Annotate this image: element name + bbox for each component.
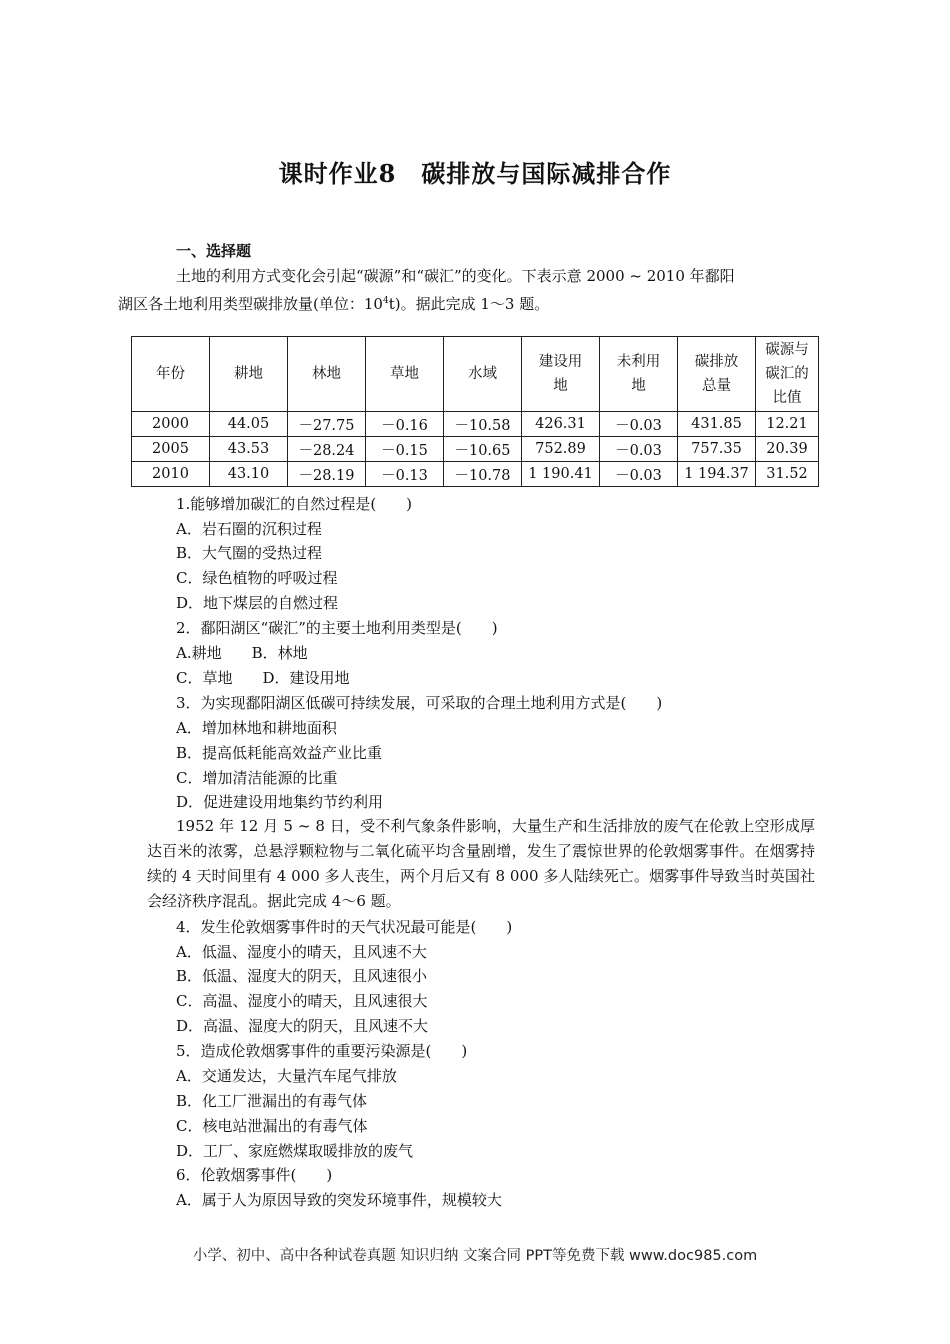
table-cell: 431.85 [678,412,756,437]
passage-1-line-2a: 湖区各土地利用类型碳排放量(单位：10 [118,295,383,313]
table-cell: －10.58 [444,412,522,437]
question-5-option-a: A．交通发达，大量汽车尾气排放 [176,1067,397,1085]
table-cell: 43.53 [210,437,288,462]
table-header-row [132,337,819,412]
table-cell: 20.39 [756,437,819,462]
question-4: 4．发生伦敦烟雾事件时的天气状况最可能是( ) [176,918,513,936]
table-header-cell: 耕地 [210,337,288,412]
question-3-option-a: A．增加林地和耕地面积 [176,719,337,737]
table-cell: －27.75 [288,412,366,437]
table-cell: 2010 [132,462,210,487]
passage-1 [118,264,815,317]
question-4-option-d: D．高温、湿度大的阴天，且风速不大 [176,1017,429,1035]
question-4-option-b: B．低温、湿度大的阴天，且风速很小 [176,967,428,985]
question-5-option-d: D．工厂、家庭燃煤取暖排放的废气 [176,1142,414,1160]
table-cell: 44.05 [210,412,288,437]
table-row [132,412,819,437]
passage-2: 1952 年 12 月 5 ~ 8 日，受不利气象条件影响，大量生产和生活排放的废气在伦敦上空形成厚达百米的浓雾，总悬浮颗粒物与二氧化硫平均含量剧增，发生了震惊世界的伦敦烟雾事件。在烟雾持续的 4 天时间里有 4 000 多人丧生，两个月后又有 8 000 多人陆续死亡。烟雾事件导致当时英国社会经济秩序混乱。据此完成 4～6 题。 [147,817,815,910]
table-cell: 1 194.37 [678,462,756,487]
table-cell: －28.24 [288,437,366,462]
passage-1-line-1: 土地的利用方式变化会引起“碳源”和“碳汇”的变化。下表示意 2000 ~ 2010 年鄱阳 [176,267,735,285]
question-6: 6．伦敦烟雾事件( ) [176,1166,333,1184]
question-5-option-b: B．化工厂泄漏出的有毒气体 [176,1092,368,1110]
question-1-option-b: B．大气圈的受热过程 [176,544,323,562]
table-header-cell: 碳排放 总量 [678,337,756,412]
question-4-option-c: C．高温、湿度小的晴天，且风速很大 [176,992,428,1010]
question-1-option-d: D．地下煤层的自燃过程 [176,594,339,612]
table-cell: 2000 [132,412,210,437]
question-2-options-ab: A.耕地 B．林地 [176,644,308,662]
question-5-option-c: C．核电站泄漏出的有毒气体 [176,1117,368,1135]
table-header-cell: 碳源与 碳汇的 比值 [756,337,819,412]
table-cell: 2005 [132,437,210,462]
question-6-option-a: A．属于人为原因导致的突发环境事件，规模较大 [176,1191,502,1209]
passage-1-superscript: 4 [382,296,389,306]
table-header-cell: 年份 [132,337,210,412]
table-cell: －10.65 [444,437,522,462]
question-1-option-c: C．绿色植物的呼吸过程 [176,569,338,587]
table-cell: －0.16 [366,412,444,437]
question-5: 5．造成伦敦烟雾事件的重要污染源是( ) [176,1042,468,1060]
section-heading: 一、选择题 [176,242,252,260]
table-header-cell: 水域 [444,337,522,412]
footer-banner: 小学、初中、高中各种试卷真题 知识归纳 文案合同 PPT等免费下载 www.doc985.com [192,1248,758,1264]
table-cell: 12.21 [756,412,819,437]
table-cell: 43.10 [210,462,288,487]
question-3: 3．为实现鄱阳湖区低碳可持续发展，可采取的合理土地利用方式是( ) [176,694,663,712]
table-header-cell: 草地 [366,337,444,412]
table-cell: －0.03 [600,437,678,462]
table-cell: －0.03 [600,412,678,437]
table-cell: －0.13 [366,462,444,487]
table-cell: 752.89 [522,437,600,462]
question-3-option-b: B．提高低耗能高效益产业比重 [176,744,383,762]
carbon-emission-table [131,336,819,487]
table-cell: －0.15 [366,437,444,462]
table-cell: －28.19 [288,462,366,487]
table-cell: 426.31 [522,412,600,437]
passage-1-line-2 [118,289,549,317]
table-row [132,437,819,462]
question-1: 1.能够增加碳汇的自然过程是( ) [176,495,413,513]
table-header-cell: 未利用 地 [600,337,678,412]
question-2-options-cd: C．草地 D．建设用地 [176,669,350,687]
question-3-option-c: C．增加清洁能源的比重 [176,769,338,787]
passage-1-line-2b: t)。据此完成 1～3 题。 [388,295,550,313]
table-header-cell: 建设用 地 [522,337,600,412]
question-3-option-d: D．促进建设用地集约节约利用 [176,793,384,811]
table-row [132,462,819,487]
table-cell: 757.35 [678,437,756,462]
question-1-option-a: A．岩石圈的沉积过程 [176,520,322,538]
table-header-cell: 林地 [288,337,366,412]
table-cell: －0.03 [600,462,678,487]
table-cell: －10.78 [444,462,522,487]
question-2: 2．鄱阳湖区“碳汇”的主要土地利用类型是( ) [176,619,498,637]
question-4-option-a: A．低温、湿度小的晴天，且风速不大 [176,943,427,961]
page-title: 课时作业8 碳排放与国际减排合作 [278,159,672,188]
table-cell: 31.52 [756,462,819,487]
table-cell: 1 190.41 [522,462,600,487]
